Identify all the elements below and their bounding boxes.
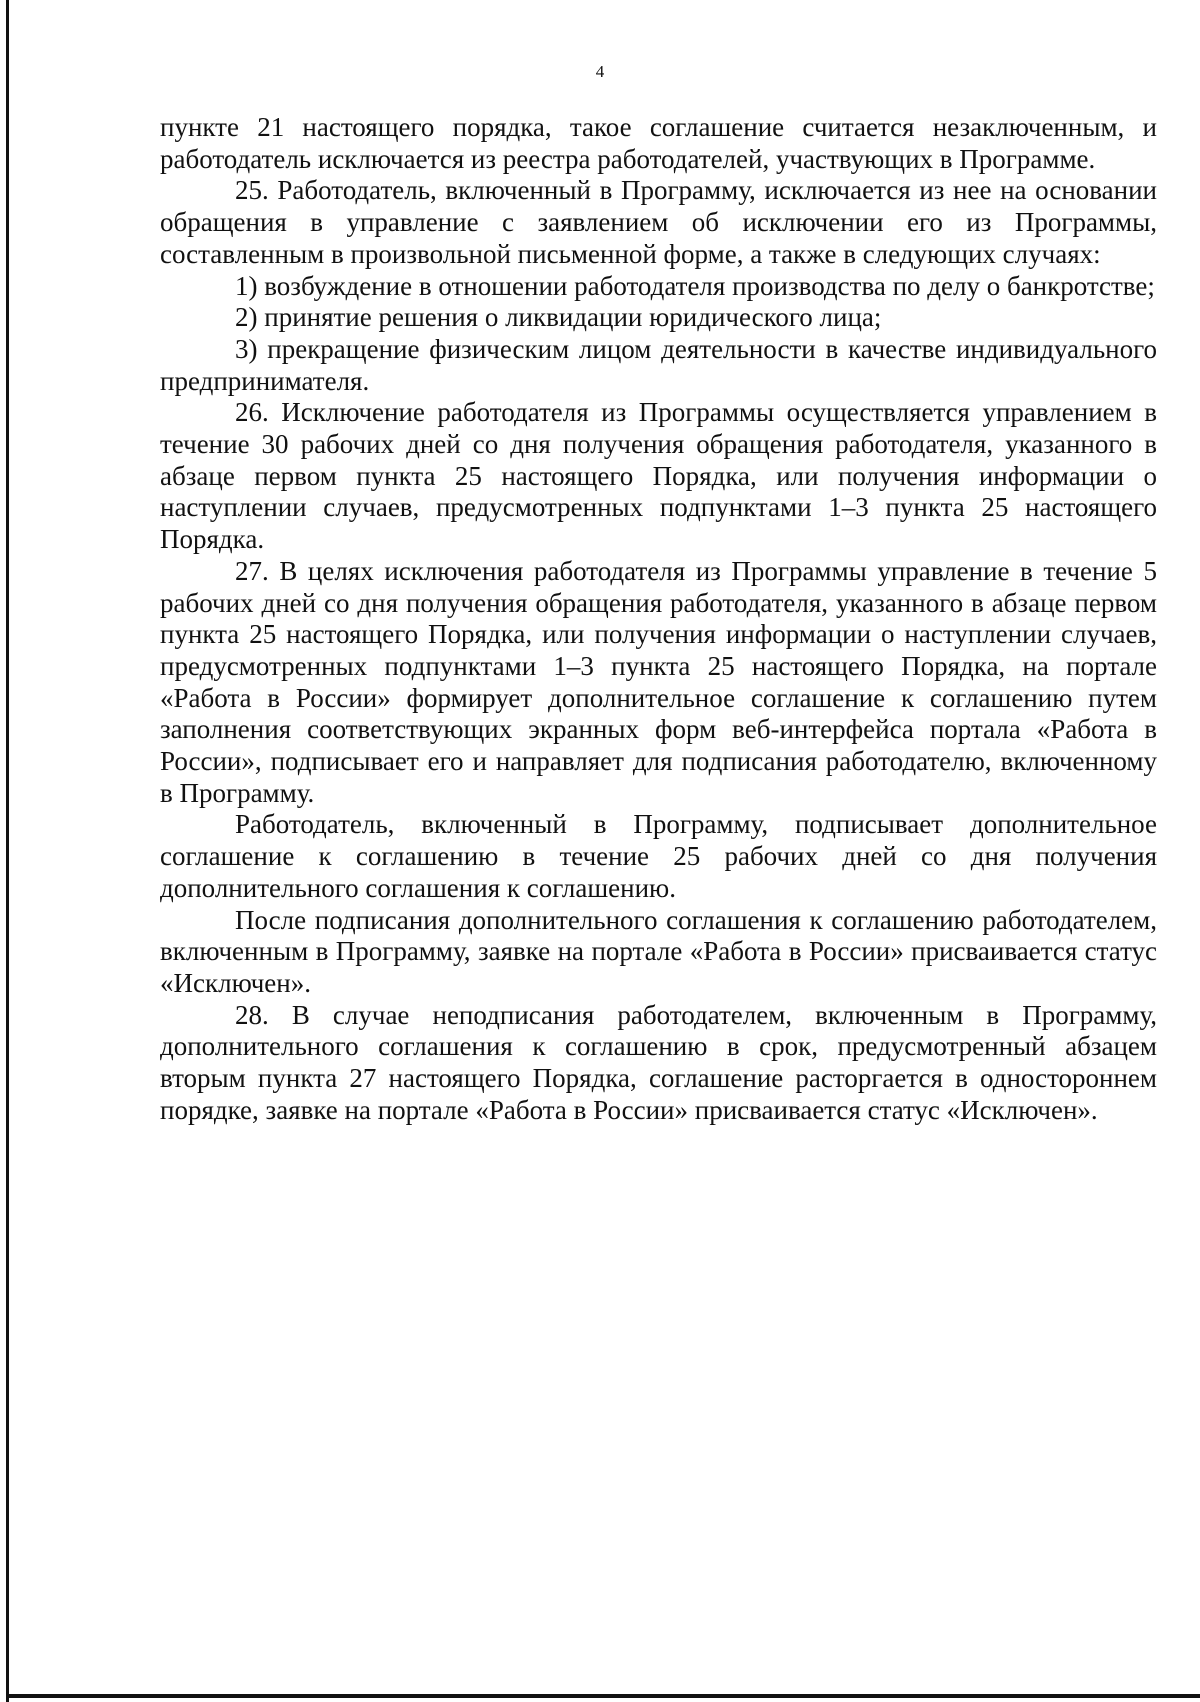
scan-bottom-edge	[6, 1694, 1200, 1698]
subitem-2: 2) принятие решения о ликвидации юридического лица;	[235, 302, 882, 333]
scan-left-edge	[6, 0, 9, 1702]
page-number: 4	[595, 62, 605, 81]
paragraph-employer-signs: Работодатель, включенный в Программу, подписывает дополнительное соглашение к соглашению в течение 25 рабочих дней со дня получения дополнительного соглашения к соглашению.	[160, 809, 1157, 903]
subitem-3: 3) прекращение физическим лицом деятельности в качестве индивидуального предпринимателя.	[160, 333, 1157, 396]
paragraph-after-signing: После подписания дополнительного соглашения к соглашению работодателем, включенным в Программу, заявке на портале «Работа в России» присваивается статус «Исключен».	[160, 904, 1157, 998]
paragraph-item-27: 27. В целях исключения работодателя из Программы управление в течение 5 рабочих дней со дня получения обращения работодателя, указанного в абзаце первом пункта 25 настоящего Порядка, или получения информации о наступлении случаев, предусмотренных подпунктами 1–3 пункта 25 настоящего Порядка, на портале «Работа в России» формирует дополнительное соглашение к соглашению путем заполнения соответствующих экранных форм веб-интерфейса портала «Работа в России», подписывает его и направляет для подписания работодателю, включенному в Программу.	[160, 555, 1157, 808]
paragraph-item-25: 25. Работодатель, включенный в Программу, исключается из нее на основании обращения в управление с заявлением об исключении его из Программы, составленным в произвольной письменной форме, а также в следующих случаях:	[160, 175, 1157, 269]
paragraph-item-26: 26. Исключение работодателя из Программы осуществляется управлением в течение 30 рабочих дней со дня получения обращения работодателя, указанного в абзаце первом пункта 25 настоящего Порядка, или получения информации о наступлении случаев, предусмотренных подпунктами 1–3 пункта 25 настоящего Порядка.	[160, 397, 1157, 555]
paragraph-continuation: пункте 21 настоящего порядка, такое соглашение считается незаключенным, и работодатель исключается из реестра работодателей, участвующих в Программе.	[160, 112, 1157, 174]
paragraph-item-28: 28. В случае неподписания работодателем, включенным в Программу, дополнительного соглашения к соглашению в срок, предусмотренный абзацем вторым пункта 27 настоящего Порядка, соглашение расторгается в одностороннем порядке, заявке на портале «Работа в России» присваивается статус «Исключен».	[160, 999, 1157, 1125]
subitem-1: 1) возбуждение в отношении работодателя производства по делу о банкротстве;	[235, 270, 1155, 301]
document-body	[160, 112, 1157, 1127]
